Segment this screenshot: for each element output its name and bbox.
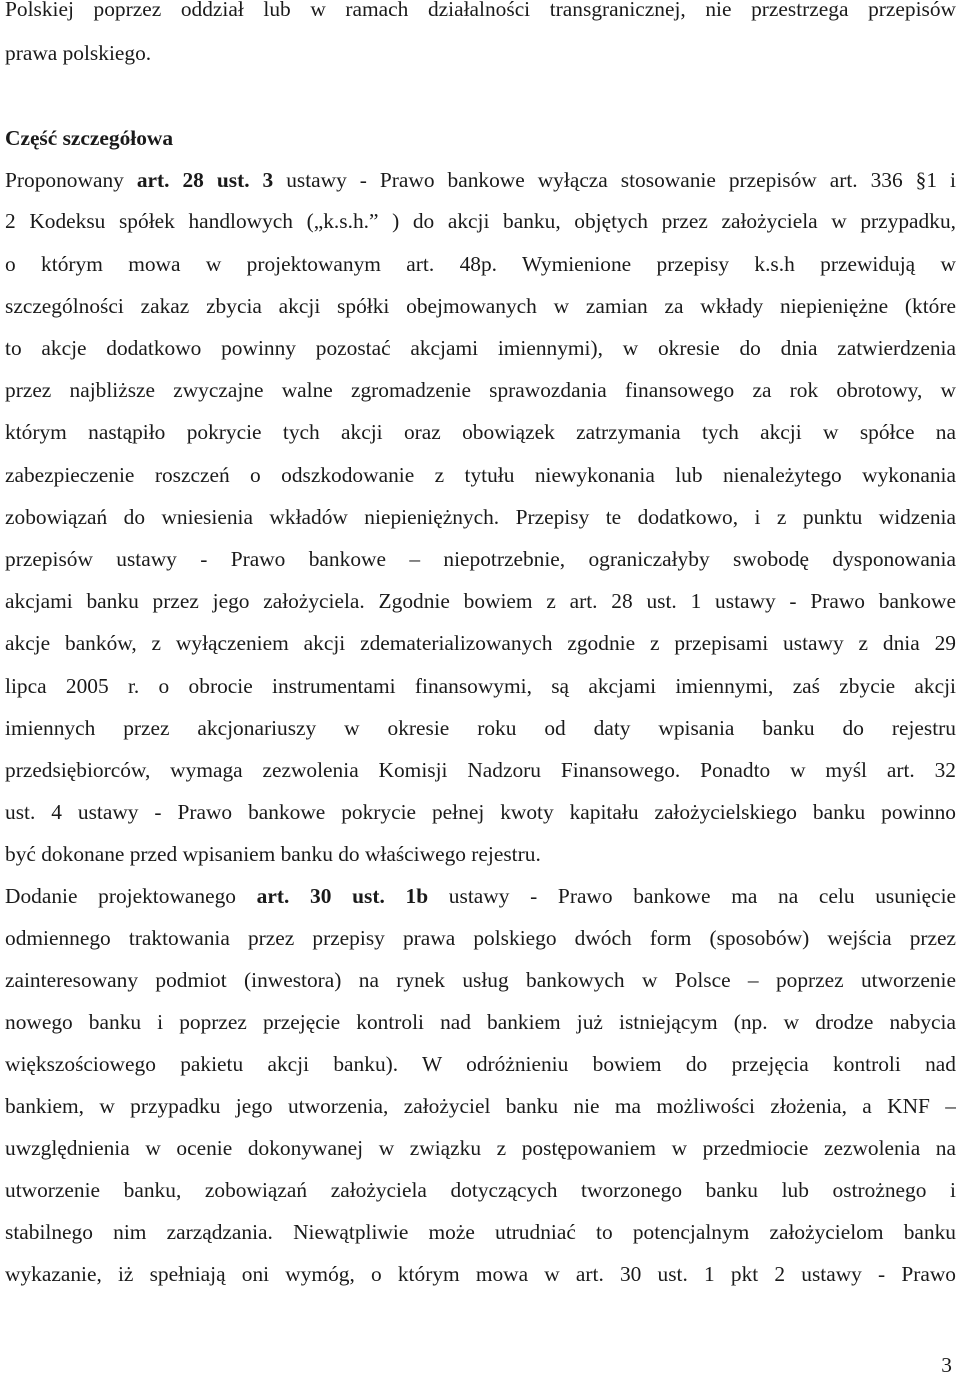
- text-line: zainteresowany podmiot (inwestora) na rynek usług bankowych w Polsce – poprzez utworzenie: [5, 968, 956, 992]
- section-heading: Część szczegółowa: [5, 126, 174, 150]
- text-line: przedsiębiorców, wymaga zezwolenia Komisji Nadzoru Finansowego. Ponadto w myśl art. 32: [5, 758, 956, 782]
- text-line: zobowiązań do wniesienia wkładów niepieniężnych. Przepisy te dodatkowo, i z punktu widzenia: [5, 505, 956, 529]
- text-line: Proponowany art. 28 ust. 3 ustawy - Prawo bankowe wyłącza stosowanie przepisów art. 336 §1 i: [5, 168, 956, 192]
- text-line: imiennych przez akcjonariuszy w okresie roku od daty wpisania banku do rejestru: [5, 716, 956, 740]
- text-line: stabilnego nim zarządzania. Niewątpliwie może utrudniać to potencjalnym założycielom banku: [5, 1220, 956, 1244]
- text-line: nowego banku i poprzez przejęcie kontroli nad bankiem już istniejącym (np. w drodze nabycia: [5, 1010, 956, 1034]
- text-line: akcje banków, z wyłączeniem akcji zdematerializowanych zgodnie z przepisami ustawy z dnia 29: [5, 631, 956, 655]
- text-line: Dodanie projektowanego art. 30 ust. 1b ustawy - Prawo bankowe ma na celu usunięcie: [5, 884, 956, 908]
- text-line: którym nastąpiło pokrycie tych akcji oraz obowiązek zatrzymania tych akcji w spółce na: [5, 420, 956, 444]
- text-line: 2 Kodeksu spółek handlowych („k.s.h.” ) do akcji banku, objętych przez założyciela w przypadku,: [5, 209, 956, 233]
- text-line: prawa polskiego.: [5, 41, 152, 65]
- text-line: większościowego pakietu akcji banku). W odróżnieniu bowiem do przejęcia kontroli nad: [5, 1052, 956, 1076]
- text-line: być dokonane przed wpisaniem banku do właściwego rejestru.: [5, 842, 541, 866]
- text-line: uwzględnienia w ocenie dokonywanej w związku z postępowaniem w przedmiocie zezwolenia na: [5, 1136, 956, 1160]
- text-line: to akcje dodatkowo powinny pozostać akcjami imiennymi), w okresie do dnia zatwierdzenia: [5, 336, 956, 360]
- text-line: przepisów ustawy - Prawo bankowe – niepotrzebnie, ograniczałyby swobodę dysponowania: [5, 547, 956, 571]
- text-line: wykazanie, iż spełniają oni wymóg, o którym mowa w art. 30 ust. 1 pkt 2 ustawy - Prawo: [5, 1262, 956, 1286]
- text-line: akcjami banku przez jego założyciela. Zgodnie bowiem z art. 28 ust. 1 ustawy - Prawo bankowe: [5, 589, 956, 613]
- page-number: 3: [941, 1353, 952, 1377]
- text-line: utworzenie banku, zobowiązań założyciela dotyczących tworzonego banku lub ostrożnego i: [5, 1178, 956, 1202]
- text-line: przez najbliższe zwyczajne walne zgromadzenie sprawozdania finansowego za rok obrotowy, w: [5, 378, 956, 402]
- text-line: zabezpieczenie roszczeń o odszkodowanie z tytułu niewykonania lub nienależytego wykonania: [5, 463, 956, 487]
- text-line: szczególności zakaz zbycia akcji spółki obejmowanych w zamian za wkłady niepieniężne (które: [5, 294, 956, 318]
- text-line: o którym mowa w projektowanym art. 48p. Wymienione przepisy k.s.h przewidują w: [5, 252, 956, 276]
- text-line: Polskiej poprzez oddział lub w ramach działalności transgranicznej, nie przestrzega przepisów: [5, 0, 956, 21]
- text-line: ust. 4 ustawy - Prawo bankowe pokrycie pełnej kwoty kapitału założycielskiego banku powinno: [5, 800, 956, 824]
- text-line: bankiem, w przypadku jego utworzenia, założyciel banku nie ma możliwości złożenia, a KNF –: [5, 1094, 956, 1118]
- text-line: odmiennego traktowania przez przepisy prawa polskiego dwóch form (sposobów) wejścia przez: [5, 926, 956, 950]
- text-line: lipca 2005 r. o obrocie instrumentami finansowymi, są akcjami imiennymi, zaś zbycie akcji: [5, 674, 956, 698]
